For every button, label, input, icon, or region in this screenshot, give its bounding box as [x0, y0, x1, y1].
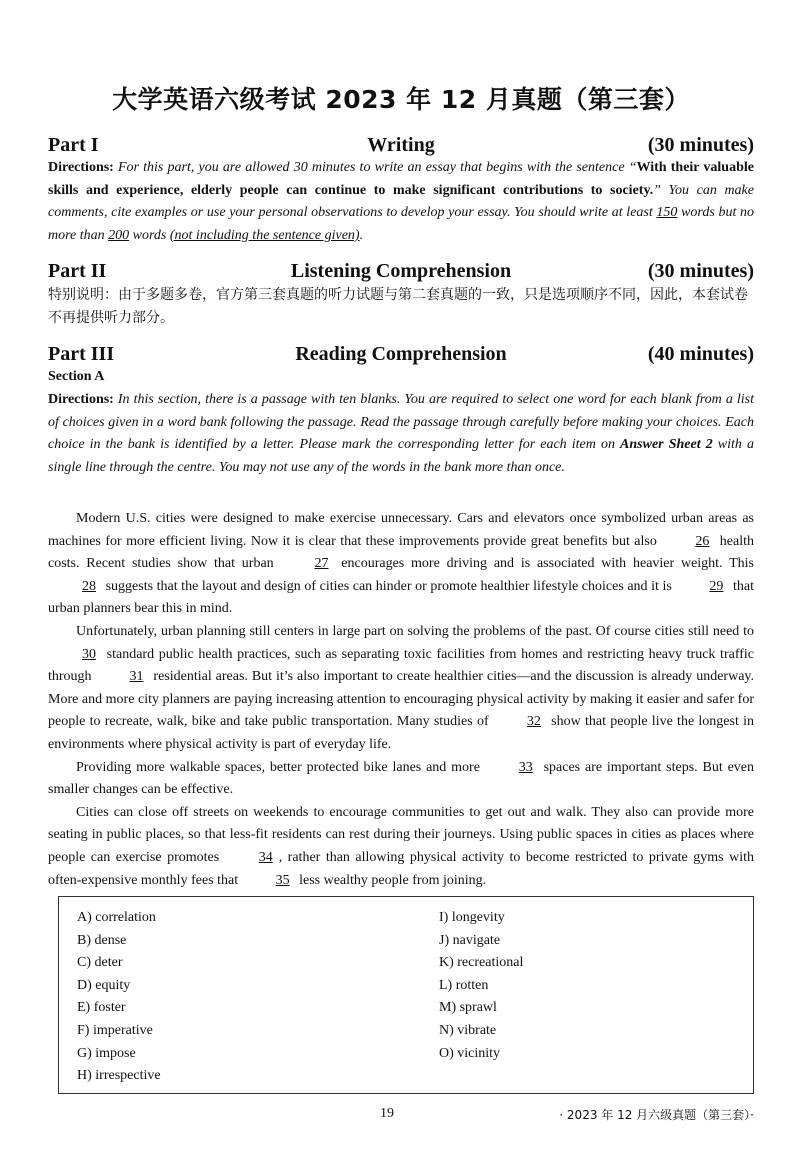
directions-text: with a single line through the centre. You may not use any of the words in the bank more than once. [48, 437, 755, 475]
part-number: Part I [48, 134, 99, 156]
passage-text: show that people live the longest in environments where physical activity is part of everyday life. [48, 714, 755, 752]
blank-35: 35 [275, 872, 290, 888]
part-time: (30 minutes) [647, 260, 754, 282]
passage-paragraph [48, 621, 754, 757]
part-time: (40 minutes) [647, 343, 754, 365]
max-words: 200 [108, 227, 130, 243]
min-words: 150 [656, 205, 678, 221]
word-bank-item: C) deter [77, 955, 123, 971]
word-bank-item: E) foster [77, 1000, 126, 1016]
blank-33: 33 [518, 759, 533, 775]
directions-text: . [359, 227, 364, 243]
blank-26: 26 [695, 533, 710, 549]
passage-text: Providing more walkable spaces, better protected bike lanes and more [76, 759, 485, 775]
directions-label: Directions: [48, 392, 114, 407]
reading-passage [48, 508, 754, 892]
directions-text: ” You can make comments, cite examples or use your personal observations to develop your essay. You should write at least [48, 182, 754, 221]
passage-text: Unfortunately, urban planning still centers in large part on solving the problems of the past. Of course cities still need to [76, 623, 754, 639]
directions-text: For this part, you are allowed 30 minutes to write an essay that begins with the sentence “ [113, 160, 637, 175]
word-bank-item: G) impose [77, 1045, 136, 1061]
part-number: Part II [48, 260, 107, 282]
part-name: Writing [367, 134, 435, 156]
page-title: 大学英语六级考试 2023 年 12 月真题（第三套） [112, 85, 690, 114]
passage-paragraph [48, 757, 754, 802]
word-bank-item: L) rotten [439, 977, 489, 993]
part-time: (30 minutes) [647, 134, 754, 156]
word-bank-item: N) vibrate [439, 1022, 497, 1038]
passage-paragraph [48, 508, 754, 621]
blank-29: 29 [709, 578, 724, 594]
passage-text: Cities can close off streets on weekends to encourage communities to get out and walk. They also can provide more seating in public places, so that less-fit residents can rest during their journeys. Using public spaces in cities as places where people can exercise promotes [48, 804, 754, 865]
passage-text: standard public health practices, such as separating toxic facilities from homes and restricting heavy truck traffic through [48, 646, 754, 685]
part-number: Part III [48, 343, 115, 365]
running-footer: · 2023 年 12 月六级真题（第三套）· [559, 1108, 754, 1122]
word-bank [58, 896, 754, 1094]
passage-text: less wealthy people from joining. [295, 872, 487, 888]
section-heading: Section A [48, 369, 105, 384]
word-bank-item: D) equity [77, 977, 131, 993]
writing-directions [48, 157, 754, 247]
part-name: Reading Comprehension [295, 343, 507, 365]
reading-directions [48, 389, 754, 479]
word-bank-item: I) longevity [439, 910, 505, 925]
part-name: Listening Comprehension [290, 260, 512, 282]
blank-30: 30 [82, 646, 96, 662]
passage-text: residential areas. But it’s also important to create healthier cities—and the discussion is already underway. More and more city planners are paying increasing attention to encouraging physical activity by making it easier and safer for people to recreate, walk, bike and take public transportation. Many studies of [48, 669, 754, 730]
directions-text: words but no more than [48, 205, 754, 243]
directions-text: words [129, 227, 170, 243]
answer-sheet-label: Answer Sheet 2 [620, 437, 713, 453]
page-number: 19 [380, 1106, 394, 1121]
passage-text: , rather than allowing physical activity to become restricted to private gyms with often-expensive monthly fees that [48, 849, 754, 888]
word-bank-right-column [439, 907, 523, 1065]
word-bank-item: K) recreational [439, 955, 524, 971]
part-3-heading [48, 343, 754, 369]
blank-31: 31 [129, 669, 144, 685]
word-bank-item: M) sprawl [439, 1000, 497, 1016]
passage-text: encourages more driving and is associated with heavier weight. This [334, 556, 754, 572]
passage-text: spaces are important steps. But even smaller changes can be effective. [48, 759, 754, 798]
exclusion-note: (not including the sentence given) [169, 227, 360, 243]
passage-text: that urban planners bear this in mind. [48, 578, 754, 617]
word-bank-item: B) dense [77, 932, 127, 948]
directions-label: Directions: [48, 160, 114, 175]
word-bank-item: H) irrespective [77, 1068, 161, 1084]
word-bank-item: O) vicinity [439, 1045, 501, 1061]
part-2-heading [48, 260, 754, 286]
word-bank-item: F) imperative [77, 1022, 153, 1038]
word-bank-left-column [77, 907, 161, 1088]
passage-text: suggests that the layout and design of cities can hinder or promote healthier lifestyle choices and it is [102, 578, 676, 594]
blank-32: 32 [526, 714, 541, 730]
passage-paragraph [48, 802, 754, 892]
essay-prompt: With their valuable skills and experience, elderly people can continue to make significant contributions to society. [48, 160, 754, 198]
blank-28: 28 [82, 578, 96, 594]
directions-text: In this section, there is a passage with ten blanks. You are required to select one word for each blank from a list of choices given in a word bank following the passage. Read the passage through carefully before making your choices. Each choice in the bank is identified by a letter. Please mark the corresponding letter for each item on [48, 392, 754, 453]
listening-note: 特别说明：由于多题多卷，官方第三套真题的听力试题与第二套真题的一致，只是选项顺序不同，因此，本套试卷不再提供听力部分。 [48, 287, 748, 326]
word-bank-item: J) navigate [439, 932, 501, 948]
word-bank-item: A) correlation [77, 910, 156, 925]
passage-text: Modern U.S. cities were designed to make exercise unnecessary. Cars and elevators once symbolized urban areas as machines for more efficient living. Now it is clear that these improvements provide great benefits but also [48, 511, 754, 549]
passage-text: health costs. Recent studies show that urban [48, 533, 754, 572]
blank-27: 27 [314, 556, 329, 572]
blank-34: 34 [258, 849, 273, 865]
